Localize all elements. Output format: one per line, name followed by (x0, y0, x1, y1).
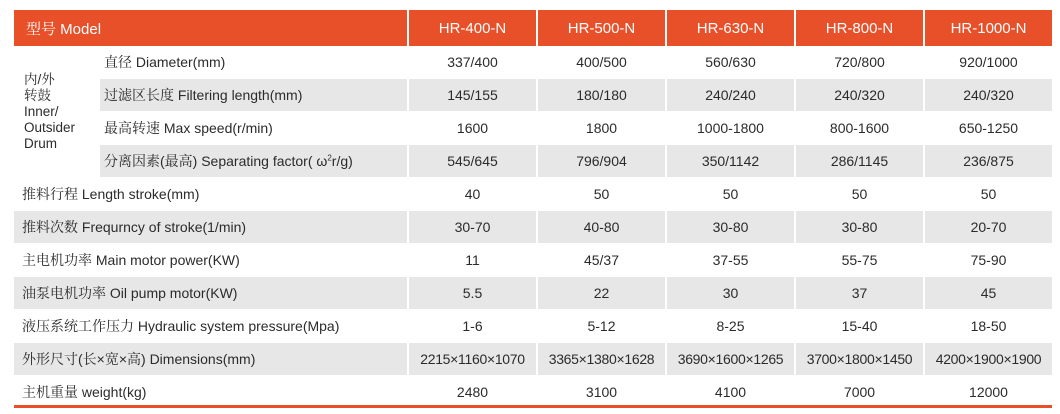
row-label-suffix: r/g) (331, 153, 353, 169)
table-cell: 1000-1800 (665, 112, 794, 145)
row-label: 外形尺寸(长×宽×高) Dimensions(mm) (14, 343, 407, 376)
table-cell: 560/630 (665, 46, 794, 79)
drum-group-label-line: Outsider (24, 119, 76, 135)
table-cell: 75-90 (923, 244, 1052, 277)
table-cell: 796/904 (536, 145, 665, 178)
table-cell: 50 (923, 178, 1052, 211)
table-cell: 30 (665, 277, 794, 310)
table-cell: 30-80 (665, 211, 794, 244)
table-cell: 40 (407, 178, 536, 211)
table-cell: 3100 (536, 376, 665, 409)
table-cell: 7000 (794, 376, 923, 409)
table-row (14, 178, 1052, 211)
model-column-header: HR-800-N (794, 10, 923, 46)
table-cell: 545/645 (407, 145, 536, 178)
table-cell: 2215×1160×1070 (407, 343, 536, 376)
model-column-header: HR-500-N (536, 10, 665, 46)
model-header: 型号 Model (14, 10, 407, 46)
table-cell: 45/37 (536, 244, 665, 277)
table-cell: 1800 (536, 112, 665, 145)
table-cell: 50 (665, 178, 794, 211)
table-cell: 40-80 (536, 211, 665, 244)
drum-group-label-line: Inner/ (24, 103, 59, 119)
table-cell: 286/1145 (794, 145, 923, 178)
table-cell: 45 (923, 277, 1052, 310)
drum-group-label-line: 转鼓 (24, 87, 51, 103)
table-cell: 3690×1600×1265 (665, 343, 794, 376)
row-label-superscript: 2 (327, 153, 332, 163)
table-cell: 4100 (665, 376, 794, 409)
drum-group-label (14, 46, 98, 178)
row-label: 过滤区长度 Filtering length(mm) (98, 79, 407, 112)
model-column-header: HR-630-N (665, 10, 794, 46)
spec-table (14, 10, 1052, 409)
table-row (14, 46, 1052, 79)
table-row (14, 79, 1052, 112)
table-cell: 400/500 (536, 46, 665, 79)
table-cell: 720/800 (794, 46, 923, 79)
table-row (14, 244, 1052, 277)
row-label: 推料行程 Length stroke(mm) (14, 178, 407, 211)
row-label: 最高转速 Max speed(r/min) (98, 112, 407, 145)
table-cell: 50 (536, 178, 665, 211)
row-label: 液压系统工作压力 Hydraulic system pressure(Mpa) (14, 310, 407, 343)
table-cell: 22 (536, 277, 665, 310)
table-cell: 20-70 (923, 211, 1052, 244)
row-label: 主电机功率 Main motor power(KW) (14, 244, 407, 277)
table-cell: 240/320 (923, 79, 1052, 112)
table-cell: 8-25 (665, 310, 794, 343)
table-row (14, 211, 1052, 244)
drum-group-label-line: Drum (24, 135, 57, 151)
table-cell: 4200×1900×1900 (923, 343, 1052, 376)
table-cell: 180/180 (536, 79, 665, 112)
table-cell: 50 (794, 178, 923, 211)
table-cell: 1-6 (407, 310, 536, 343)
table-cell: 37 (794, 277, 923, 310)
table-cell: 2480 (407, 376, 536, 409)
table-cell: 920/1000 (923, 46, 1052, 79)
table-cell: 5-12 (536, 310, 665, 343)
table-row (14, 145, 1052, 178)
row-label: 推料次数 Frequrncy of stroke(1/min) (14, 211, 407, 244)
bottom-accent-line (14, 405, 1052, 408)
row-label: 油泵电机功率 Oil pump motor(KW) (14, 277, 407, 310)
table-cell: 240/240 (665, 79, 794, 112)
model-column-header: HR-400-N (407, 10, 536, 46)
drum-group-label-line: 内/外 (24, 71, 55, 87)
table-cell: 650-1250 (923, 112, 1052, 145)
table-cell: 30-80 (794, 211, 923, 244)
row-label: 主机重量 weight(kg) (14, 376, 407, 409)
table-cell: 800-1600 (794, 112, 923, 145)
table-row (14, 343, 1052, 376)
table-cell: 1600 (407, 112, 536, 145)
table-row (14, 277, 1052, 310)
table-cell: 5.5 (407, 277, 536, 310)
table-cell: 236/875 (923, 145, 1052, 178)
table-cell: 37-55 (665, 244, 794, 277)
table-cell: 3700×1800×1450 (794, 343, 923, 376)
row-label: 直径 Diameter(mm) (98, 46, 407, 79)
table-cell: 18-50 (923, 310, 1052, 343)
table-row (14, 112, 1052, 145)
table-cell: 145/155 (407, 79, 536, 112)
table-cell: 3365×1380×1628 (536, 343, 665, 376)
table-cell: 337/400 (407, 46, 536, 79)
table-cell: 11 (407, 244, 536, 277)
table-cell: 30-70 (407, 211, 536, 244)
table-cell: 12000 (923, 376, 1052, 409)
table-cell: 15-40 (794, 310, 923, 343)
row-label (98, 145, 407, 178)
table-cell: 350/1142 (665, 145, 794, 178)
header-row (14, 10, 1052, 46)
model-column-header: HR-1000-N (923, 10, 1052, 46)
table-cell: 55-75 (794, 244, 923, 277)
table-row (14, 310, 1052, 343)
table-cell: 240/320 (794, 79, 923, 112)
row-label-prefix: 分离因素(最高) Separating factor( ω (104, 153, 328, 169)
